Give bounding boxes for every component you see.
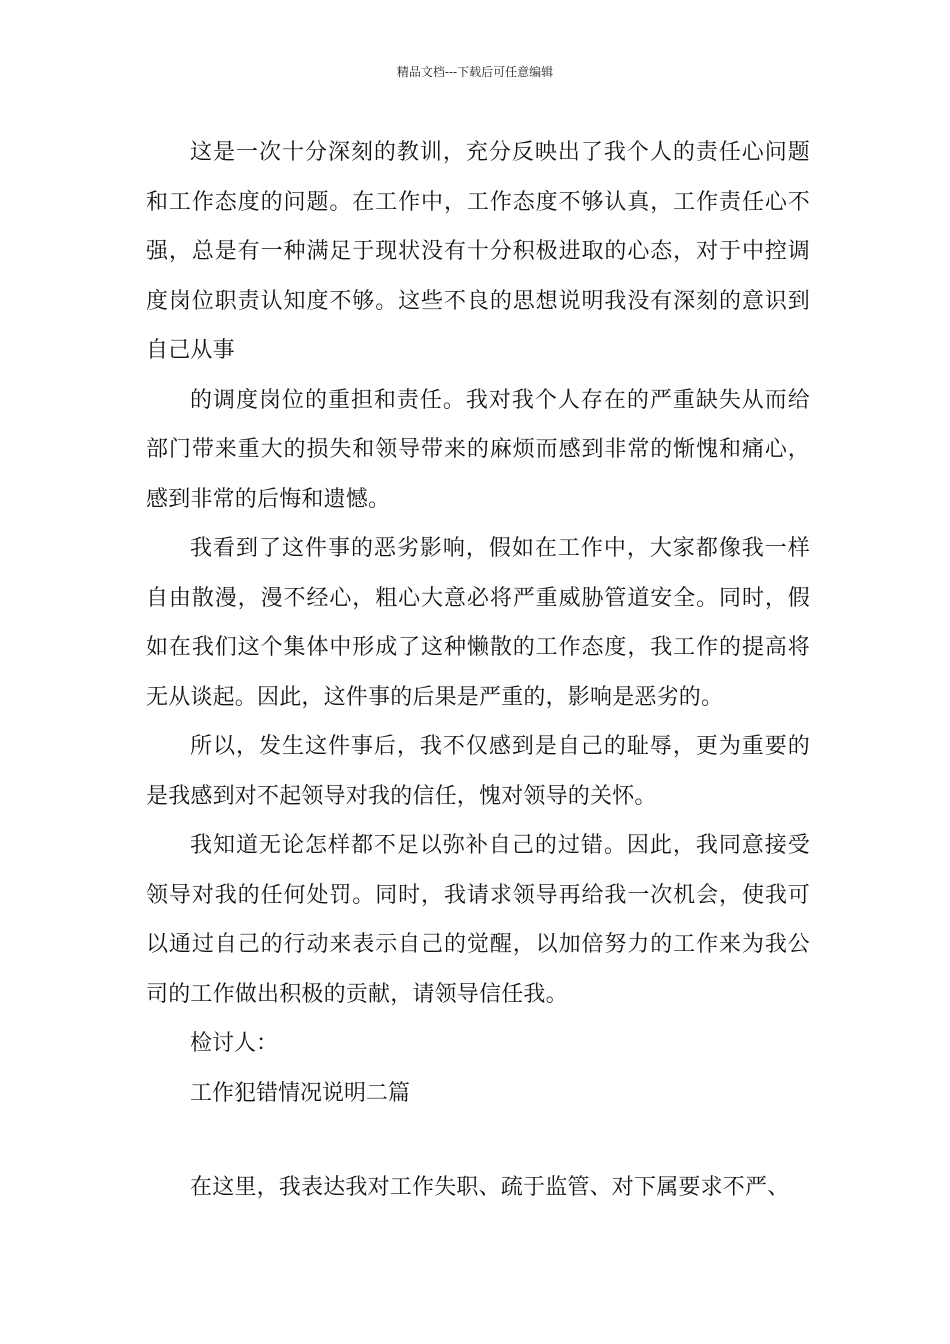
text-line: 强，总是有一种满足于现状没有十分积极进取的心态，对于中控调 [146, 239, 810, 264]
text-line: 我看到了这件事的恶劣影响，假如在工作中，大家都像我一样 [190, 536, 810, 561]
text-line: 以通过自己的行动来表示自己的觉醒，以加倍努力的工作来为我公 [146, 932, 810, 957]
paragraph-6 [146, 1163, 810, 1213]
text-line: 自由散漫，漫不经心，粗心大意必将严重威胁管道安全。同时，假 [146, 585, 810, 611]
text-line: 度岗位职责认知度不够。这些不良的思想说明我没有深刻的意识到 [146, 288, 810, 314]
text-line: 这是一次十分深刻的教训，充分反映出了我个人的责任心问题 [190, 140, 810, 165]
document-body [146, 128, 810, 1213]
text-line: 司的工作做出积极的贡献，请领导信任我。 [146, 981, 568, 1007]
text-line: 自己从事 [146, 338, 235, 363]
signature-label: 检讨人： [190, 1031, 279, 1056]
text-line: 在这里，我表达我对工作失职、疏于监管、对下属要求不严、 [190, 1175, 790, 1200]
text-line: 和工作态度的问题。在工作中，工作态度不够认真，工作责任心不 [146, 189, 810, 215]
text-line: 是我感到对不起领导对我的信任，愧对领导的关怀。 [146, 783, 657, 809]
paragraph-3 [146, 524, 810, 722]
section-subtitle: 工作犯错情况说明二篇 [190, 1080, 411, 1106]
text-line: 如在我们这个集体中形成了这种懒散的工作态度，我工作的提高将 [146, 635, 810, 660]
spacer [146, 1118, 810, 1163]
text-line: 领导对我的任何处罚。同时，我请求领导再给我一次机会，使我可 [146, 882, 810, 908]
text-line: 部门带来重大的损失和领导带来的麻烦而感到非常的惭愧和痛心， [146, 437, 810, 462]
paragraph-2 [146, 376, 810, 525]
page-header: 精品文档---下载后可任意编辑 [396, 65, 554, 79]
text-line: 无从谈起。因此，这件事的后果是严重的，影响是恶劣的。 [146, 684, 724, 710]
paragraph-4 [146, 722, 810, 821]
text-line: 的调度岗位的重担和责任。我对我个人存在的严重缺失从而给 [190, 387, 810, 413]
paragraph-1 [146, 128, 810, 376]
text-line: 我知道无论怎样都不足以弥补自己的过错。因此，我同意接受 [190, 833, 810, 858]
paragraph-5 [146, 821, 810, 1019]
text-line: 所以，发生这件事后，我不仅感到是自己的耻辱，更为重要的 [190, 734, 810, 759]
text-line: 感到非常的后悔和遗憾。 [146, 486, 391, 512]
